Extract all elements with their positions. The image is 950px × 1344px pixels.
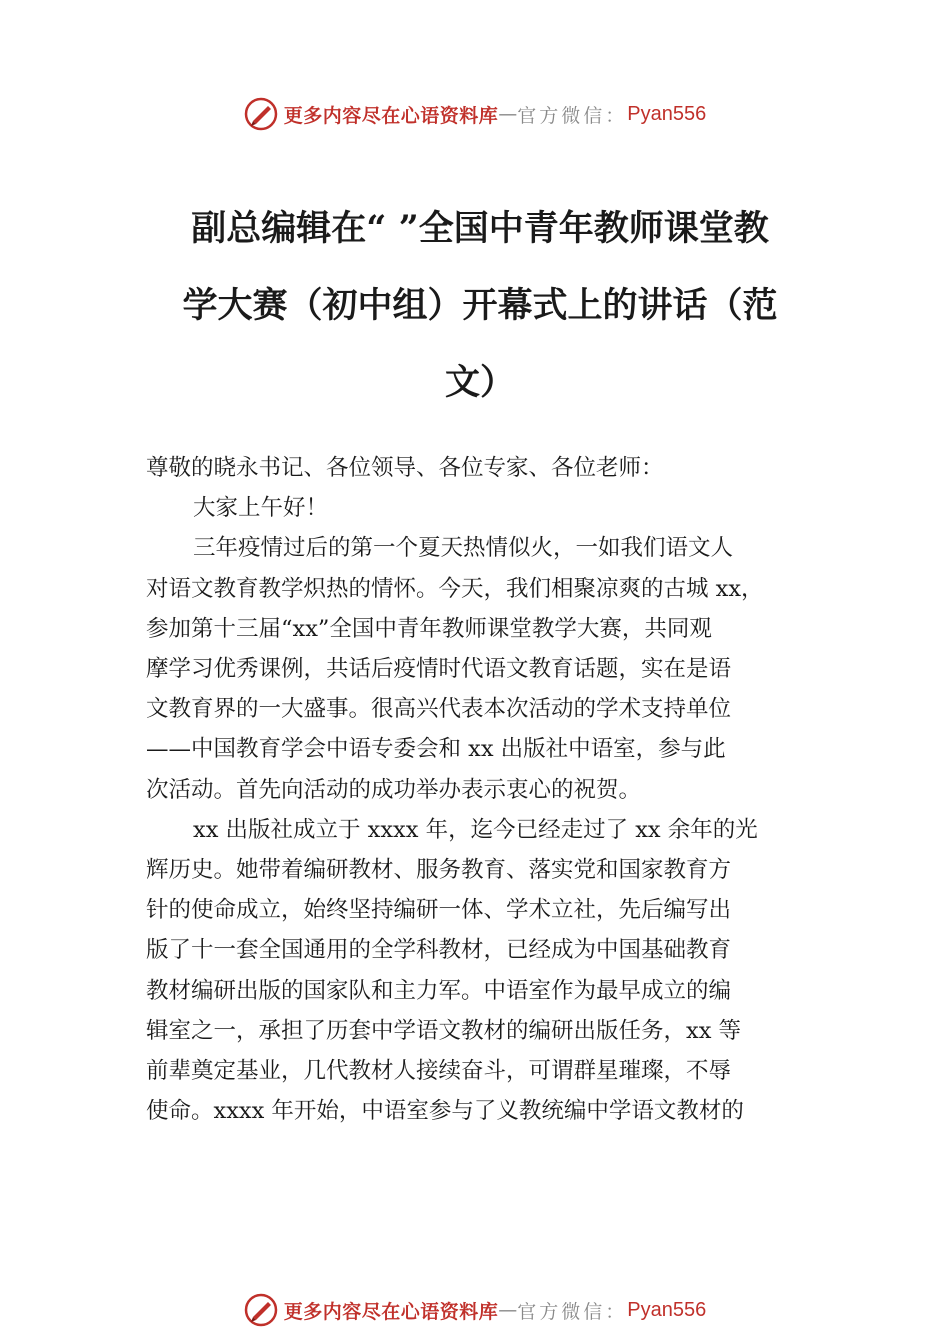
paragraph-line: 针的使命成立，始终坚持编研一体、学术立社，先后编写出 xyxy=(146,897,732,924)
salutation: 尊敬的晓永书记、各位领导、各位专家、各位老师： xyxy=(146,455,664,481)
document-title xyxy=(140,190,820,421)
title-line: 文） xyxy=(444,362,515,403)
greeting: 大家上午好！ xyxy=(193,495,329,522)
paragraph-line: 前辈奠定基业，几代教材人接续奋斗，可谓群星璀璨，不辱 xyxy=(146,1058,732,1085)
watermark-dash: — xyxy=(498,103,518,125)
paragraph-line: 使命。xxxx 年开始，中语室参与了义教统编中学语文教材的 xyxy=(146,1098,744,1125)
paragraph-line: 辉历史。她带着编研教材、服务教育、落实党和国家教育方 xyxy=(146,857,732,884)
paragraph-line: 摩学习优秀课例，共话后疫情时代语文教育话题，实在是语 xyxy=(146,656,732,683)
pen-logo-icon xyxy=(244,1293,278,1327)
watermark-wechat-label: 官方微信： xyxy=(517,104,628,127)
paragraph-line: 文教育界的一大盛事。很高兴代表本次活动的学术支持单位 xyxy=(146,696,732,723)
watermark-wechat-id: Pyan556 xyxy=(627,102,707,125)
watermark-wechat-label: 官方微信： xyxy=(517,1300,628,1323)
watermark-wechat-id: Pyan556 xyxy=(627,1298,707,1321)
paragraph-2 xyxy=(146,810,826,1132)
watermark-banner-top xyxy=(0,94,950,134)
title-line: 学大赛（初中组）开幕式上的讲话（范 xyxy=(182,285,778,326)
paragraph-line: 辑室之一，承担了历套中学语文教材的编研出版任务，xx 等 xyxy=(146,1017,742,1044)
title-line: 副总编辑在“ ”全国中青年教师课堂教 xyxy=(191,208,769,249)
paragraph-line: 对语文教育教学炽热的情怀。今天，我们相聚凉爽的古城 xx， xyxy=(146,575,764,602)
paragraph-line: 三年疫情过后的第一个夏天热情似火，一如我们语文人 xyxy=(193,535,734,562)
document-body xyxy=(146,448,826,1131)
watermark-banner-bottom xyxy=(0,1290,950,1330)
paragraph-line: xx 出版社成立于 xxxx 年，迄今已经走过了 xx 余年的光 xyxy=(193,816,758,843)
paragraph-line: 教材编研出版的国家队和主力军。中语室作为最早成立的编 xyxy=(146,977,732,1004)
paragraph-1 xyxy=(146,528,826,809)
paragraph-line: ——中国教育学会中语专委会和 xx 出版社中语室，参与此 xyxy=(146,736,726,763)
paragraph-line: 参加第十三届“xx”全国中青年教师课堂教学大赛，共同观 xyxy=(146,615,712,642)
watermark-main-text: 更多内容尽在心语资料库 xyxy=(283,104,499,127)
paragraph-line: 次活动。首先向活动的成功举办表示衷心的祝贺。 xyxy=(146,776,642,803)
watermark-main-text: 更多内容尽在心语资料库 xyxy=(283,1300,499,1323)
watermark-dash: — xyxy=(498,1299,518,1321)
paragraph-line: 版了十一套全国通用的全学科教材，已经成为中国基础教育 xyxy=(146,937,732,964)
pen-logo-icon xyxy=(244,97,278,131)
